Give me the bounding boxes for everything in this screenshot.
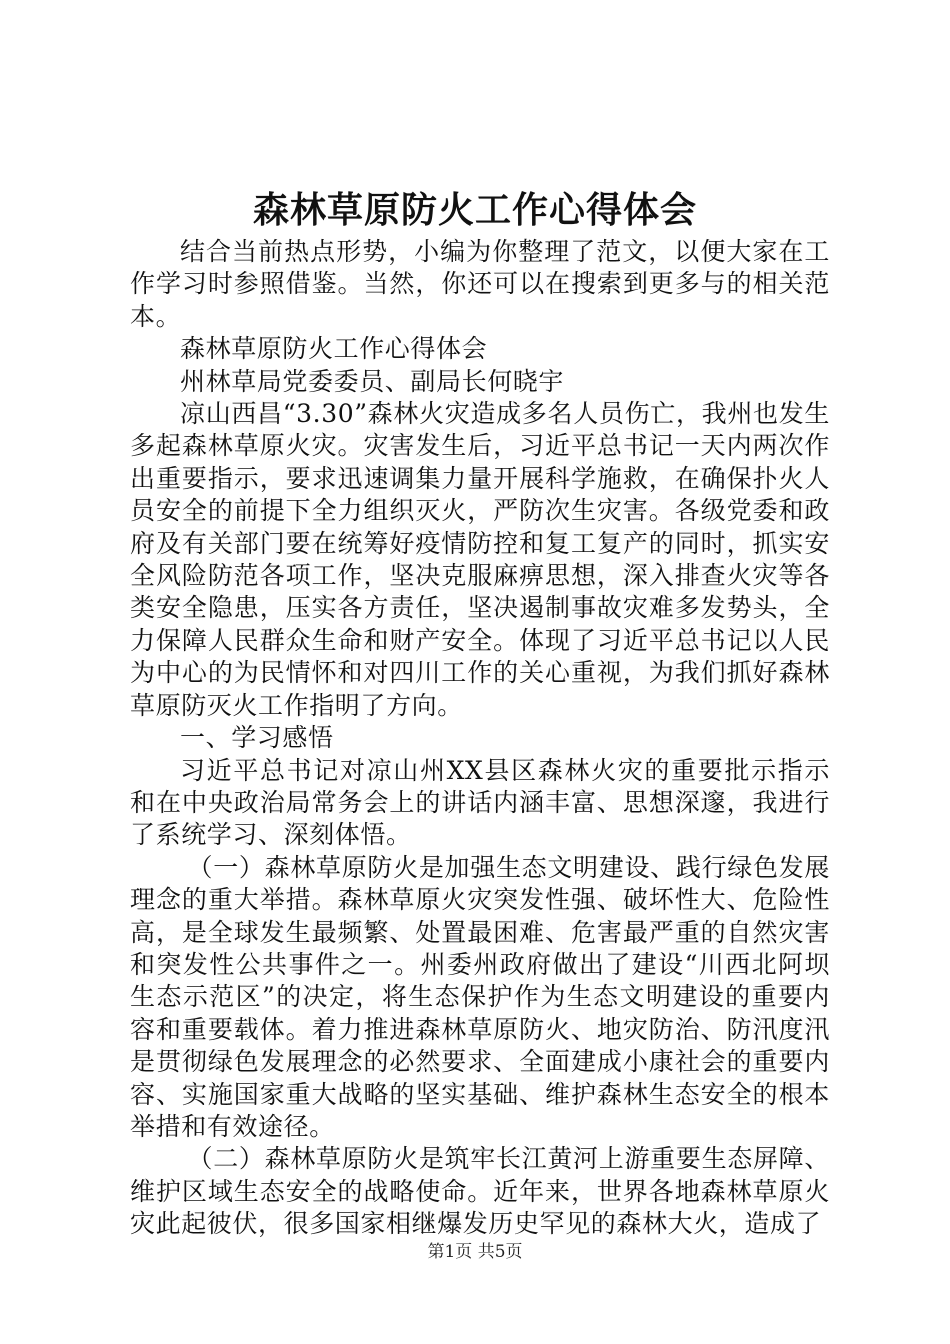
- intro-paragraph: 结合当前热点形势，小编为你整理了范文，以便大家在工作学习时参照借鉴。当然，你还可以在搜索到更多与的相关范本。: [130, 237, 830, 331]
- body-paragraph: （二）森林草原防火是筑牢长江黄河上游重要生态屏障、维护区域生态安全的战略使命。近年来，世界各地森林草原火灾此起彼伏，很多国家相继爆发历史罕见的森林大火，造成了: [130, 1144, 830, 1239]
- page-footer: 第1页 共5页: [427, 1242, 523, 1262]
- body-paragraph: 凉山西昌“3.30”森林火灾造成多名人员伤亡，我州也发生多起森林草原火灾。灾害发生后，习近平总书记一天内两次作出重要指示，要求迅速调集力量开展科学施救，在确保扑火人员安全的前提下全力组织灭火，严防次生灾害。各级党委和政府及有关部门要在统筹好疫情防控和复工复产的同时，抓实安全风险防范各项工作，坚决克服麻痹思想，深入排查火灾等各类安全隐患，压实各方责任，坚决遏制事故灾难多发势头，全力保障人民群众生命和财产安全。体现了习近平总书记以人民为中心的为民情怀和对四川工作的关心重视，为我们抓好森林草原防灭火工作指明了方向。: [130, 399, 830, 720]
- body-paragraph: （一）森林草原防火是加强生态文明建设、践行绿色发展理念的重大举措。森林草原火灾突发性强、破坏性大、危险性高，是全球发生最频繁、处置最困难、危害最严重的自然灾害和突发性公共事件之一。州委州政府做出了建设“川西北阿坝生态示范区”的决定，将生态保护作为生态文明建设的重要内容和重要载体。着力推进森林草原防火、地灾防治、防汛度汛是贯彻绿色发展理念的必然要求、全面建成小康社会的重要内容、实施国家重大战略的坚实基础、维护森林生态安全的根本举措和有效途径。: [130, 852, 830, 1141]
- article-subtitle: 森林草原防火工作心得体会: [180, 334, 488, 364]
- author-line: 州林草局党委委员、副局长何晓宇: [180, 366, 565, 396]
- document-title: 森林草原防火工作心得体会: [252, 189, 697, 231]
- document-body: [130, 236, 830, 1241]
- body-paragraph: 习近平总书记对凉山州XX县区森林火灾的重要批示指示和在中央政治局常务会上的讲话内涵丰富、思想深邃，我进行了系统学习、深刻体悟。: [130, 755, 830, 850]
- section-heading: 一、学习感悟: [180, 723, 334, 753]
